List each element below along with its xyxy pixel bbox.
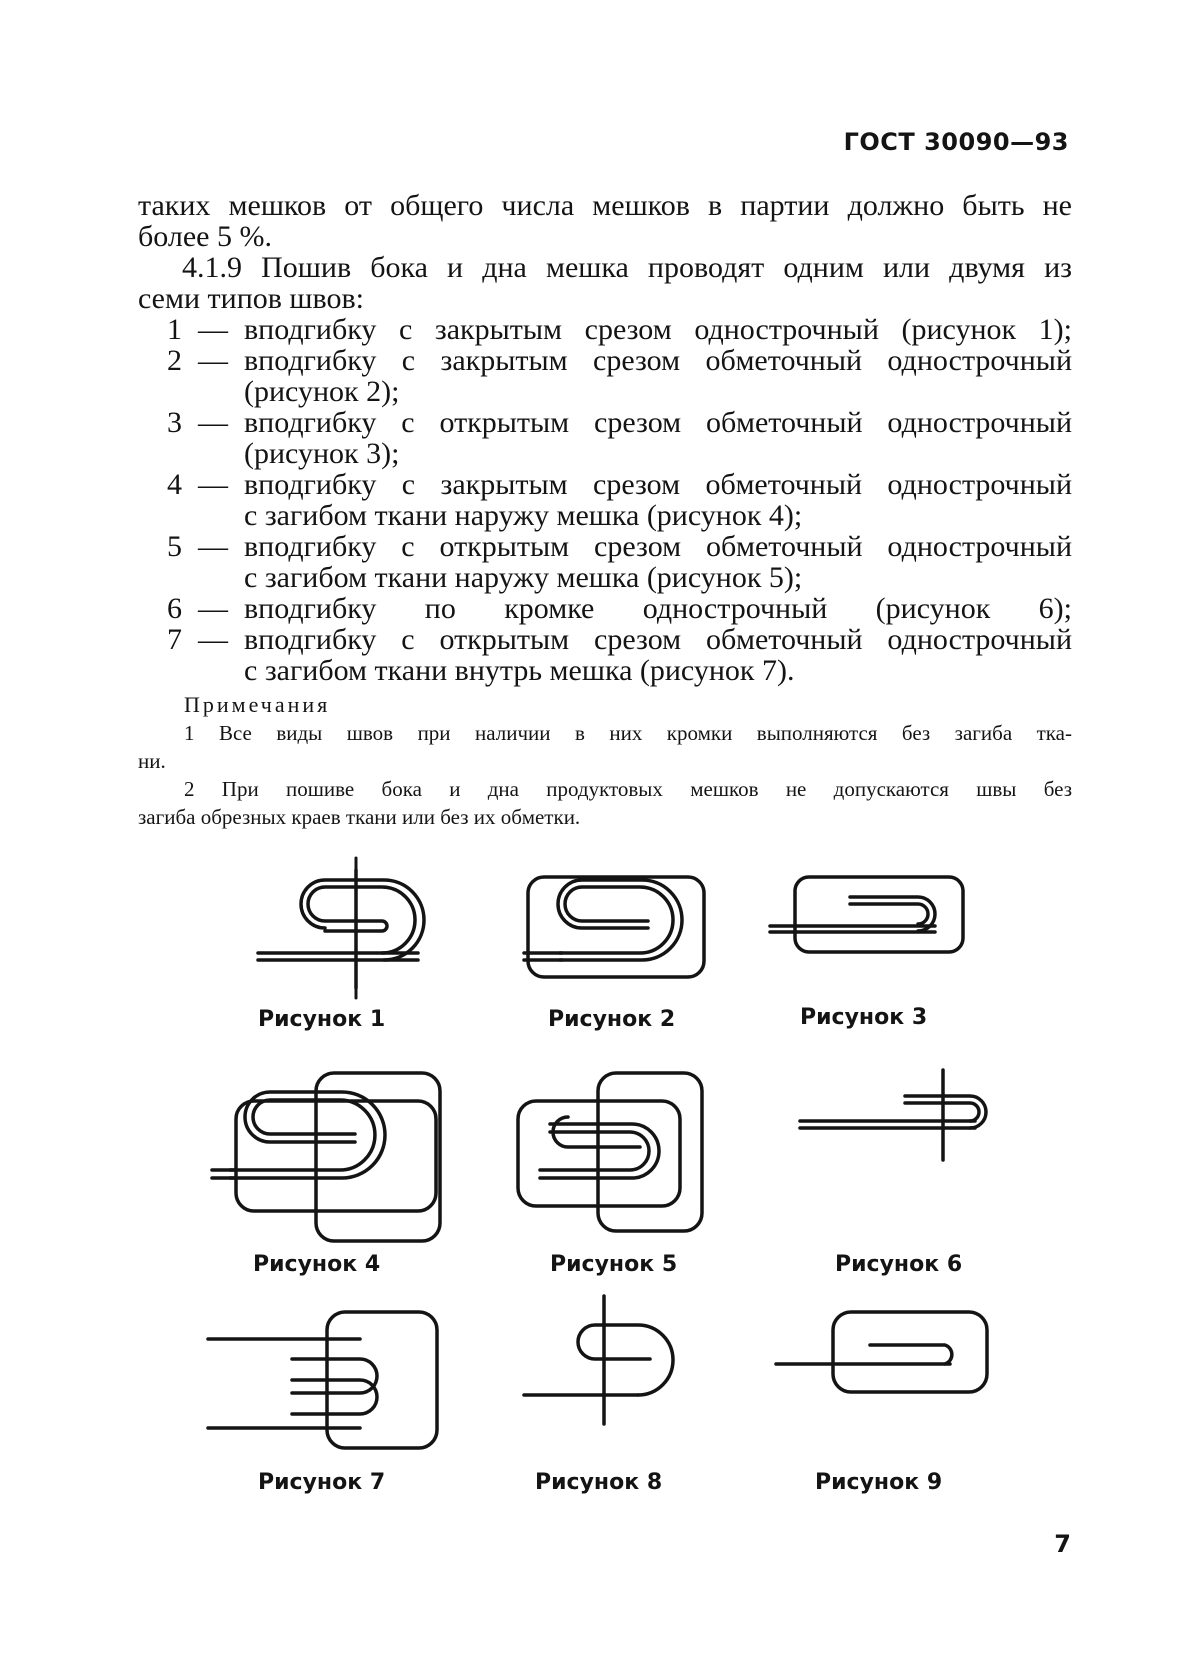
seam-type-line-1: вподгибку с открытым срезом обметочный однострочный bbox=[244, 530, 1072, 563]
note-2-line-1: 2 При пошиве бока и дна продуктовых мешков не допускаются швы без bbox=[184, 777, 1072, 801]
note-1-line-2: ни. bbox=[138, 749, 166, 773]
seam-type-dash: — bbox=[198, 530, 228, 563]
seam-type-dash: — bbox=[198, 468, 228, 501]
figure-6-seam-diagram bbox=[800, 1070, 986, 1160]
notes-title: Примечания bbox=[184, 692, 331, 717]
clause-4-1-9-line-1: 4.1.9 Пошив бока и дна мешка проводят одним или двумя из bbox=[182, 251, 1072, 284]
figure-8-seam-diagram bbox=[524, 1296, 673, 1424]
figure-2-caption: Рисунок 2 bbox=[548, 1007, 676, 1032]
figure-9-seam-diagram bbox=[776, 1312, 987, 1392]
figure-8-caption: Рисунок 8 bbox=[535, 1470, 663, 1495]
clause-4-1-9-line-2: семи типов швов: bbox=[138, 282, 364, 315]
seam-type-number: 4 bbox=[167, 468, 182, 501]
document-code-header: ГОСТ 30090—93 bbox=[843, 128, 1069, 156]
figure-3-caption: Рисунок 3 bbox=[800, 1005, 928, 1030]
figure-1-seam-diagram bbox=[258, 858, 424, 998]
seam-type-line-2: с загибом ткани внутрь мешка (рисунок 7). bbox=[244, 654, 795, 687]
seam-type-number: 2 bbox=[167, 344, 182, 377]
figure-7-caption: Рисунок 7 bbox=[258, 1470, 386, 1495]
figure-5-seam-diagram bbox=[518, 1073, 702, 1231]
seam-type-dash: — bbox=[198, 592, 228, 625]
seam-type-line-2: (рисунок 2); bbox=[244, 375, 400, 408]
seam-type-number: 7 bbox=[167, 623, 182, 656]
seam-type-line-2: (рисунок 3); bbox=[244, 437, 400, 470]
figure-7-seam-diagram bbox=[208, 1312, 437, 1448]
seam-type-line-1: вподгибку по кромке однострочный (рисунок 6); bbox=[244, 592, 1072, 625]
seam-type-dash: — bbox=[198, 313, 228, 346]
figure-3-seam-diagram bbox=[770, 877, 963, 952]
continuation-line-2: более 5 %. bbox=[138, 220, 272, 253]
seam-type-line-1: вподгибку с открытым срезом обметочный однострочный bbox=[244, 406, 1072, 439]
seam-type-line-2: с загибом ткани наружу мешка (рисунок 4); bbox=[244, 499, 803, 532]
figure-5-caption: Рисунок 5 bbox=[550, 1252, 678, 1277]
note-2-line-2: загиба обрезных краев ткани или без их обметки. bbox=[138, 805, 581, 829]
continuation-line-1: таких мешков от общего числа мешков в партии должно быть не bbox=[138, 189, 1072, 222]
figure-9-caption: Рисунок 9 bbox=[815, 1470, 943, 1495]
seam-type-dash: — bbox=[198, 623, 228, 656]
seam-type-number: 1 bbox=[167, 313, 182, 346]
seam-type-dash: — bbox=[198, 406, 228, 439]
seam-type-dash: — bbox=[198, 344, 228, 377]
figure-4-caption: Рисунок 4 bbox=[253, 1252, 381, 1277]
note-1-line-1: 1 Все виды швов при наличии в них кромки выполняются без загиба тка- bbox=[184, 721, 1072, 745]
page-number: 7 bbox=[1054, 1530, 1071, 1558]
seam-type-number: 5 bbox=[167, 530, 182, 563]
seam-type-line-1: вподгибку с закрытым срезом обметочный однострочный bbox=[244, 344, 1072, 377]
seam-type-line-1: вподгибку с закрытым срезом однострочный (рисунок 1); bbox=[244, 313, 1072, 346]
seam-type-line-1: вподгибку с открытым срезом обметочный однострочный bbox=[244, 623, 1072, 656]
figure-6-caption: Рисунок 6 bbox=[835, 1252, 963, 1277]
figure-1-caption: Рисунок 1 bbox=[258, 1007, 386, 1032]
seam-type-number: 6 bbox=[167, 592, 182, 625]
seam-type-number: 3 bbox=[167, 406, 182, 439]
seam-type-line-1: вподгибку с закрытым срезом обметочный однострочный bbox=[244, 468, 1072, 501]
seam-type-line-2: с загибом ткани наружу мешка (рисунок 5); bbox=[244, 561, 803, 594]
figure-4-seam-diagram bbox=[212, 1073, 440, 1241]
figure-2-seam-diagram bbox=[524, 877, 704, 977]
